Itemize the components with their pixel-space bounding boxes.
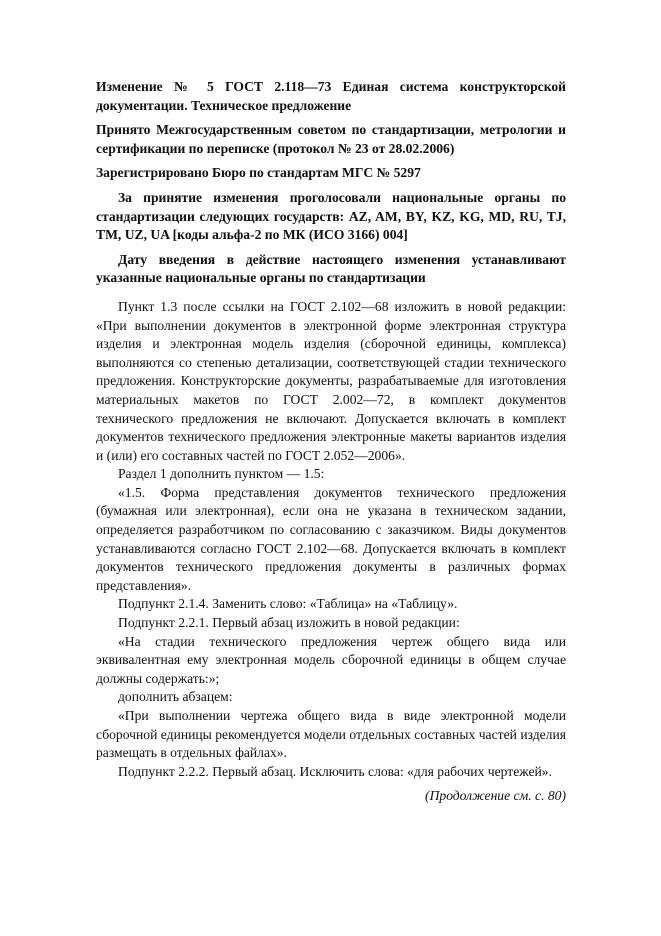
amendment-title: Изменение № 5 ГОСТ 2.118—73 Единая система конструкторской документации. Техническое предложение (96, 79, 566, 113)
effective-date-note: Дату введения в действие настоящего изменения устанавливают указанные национальные органы по стандартизации (96, 251, 566, 286)
paragraph-item-1-3: Пункт 1.3 после ссылки на ГОСТ 2.102—68 изложить в новой редакции: «При выполнении документов в электронной форме электронная структура изделия и электронная модель изделия (сборочной единицы, комплекса) выполняются со степенью детализации, соответствующей стадии технического предложения. Конструкторские документы, разрабатываемые для изготовления материальных макетов по ГОСТ 2.002—72, в комплект документов технического предложения не включают. Допускается включать в комплект документов технического предложения электронные макеты вариантов изделия и (или) его составных частей по ГОСТ 2.052—2006». (96, 298, 566, 463)
registration-note: Зарегистрировано Бюро по стандартам МГС № 5297 (96, 165, 421, 181)
paragraph-subitem-2-2-2: Подпункт 2.2.2. Первый абзац. Исключить слова: «для рабочих чертежей». (118, 763, 552, 779)
paragraph-quote-electronic-model: «При выполнении чертежа общего вида в виде электронной модели сборочной единицы рекомендуется модели отдельных составных частей изделия размещать в отдельных файлах». (96, 708, 566, 761)
paragraph-add-clause: дополнить абзацем: (118, 689, 233, 705)
document-page (96, 78, 566, 806)
paragraph-item-1-5: «1.5. Форма представления документов технического предложения (бумажная или электронная), если она не указана в техническом задании, определяется разработчиком по согласованию с заказчиком. Виды документов устанавливаются согласно ГОСТ 2.102—68. Допускается включать в комплект документов технического предложения документы в различных формах представления». (96, 484, 566, 593)
paragraph-subitem-2-1-4: Подпункт 2.1.4. Заменить слово: «Таблица» на «Таблицу». (118, 596, 458, 612)
accepted-note: Принято Межгосударственным советом по стандартизации, метрологии и сертификации по переписке (протокол № 23 от 28.02.2006) (96, 122, 566, 156)
paragraph-quote-general-view: «На стадии технического предложения чертеж общего вида или эквивалентная ему электронная модель сборочной единицы в общем случае должны содержать:»; (96, 633, 566, 686)
continuation-note: (Продолжение см. с. 80) (425, 788, 566, 804)
paragraph-section-1-add: Раздел 1 дополнить пунктом — 1.5: (118, 466, 325, 482)
voting-note: За принятие изменения проголосовали национальные органы по стандартизации следующих государств: AZ, AM, BY, KZ, KG, MD, RU, TJ, TM, UZ, UA [коды альфа-2 по МК (ИСО 3166) 004] (96, 189, 566, 243)
paragraph-subitem-2-2-1: Подпункт 2.2.1. Первый абзац изложить в новой редакции: (118, 615, 460, 631)
